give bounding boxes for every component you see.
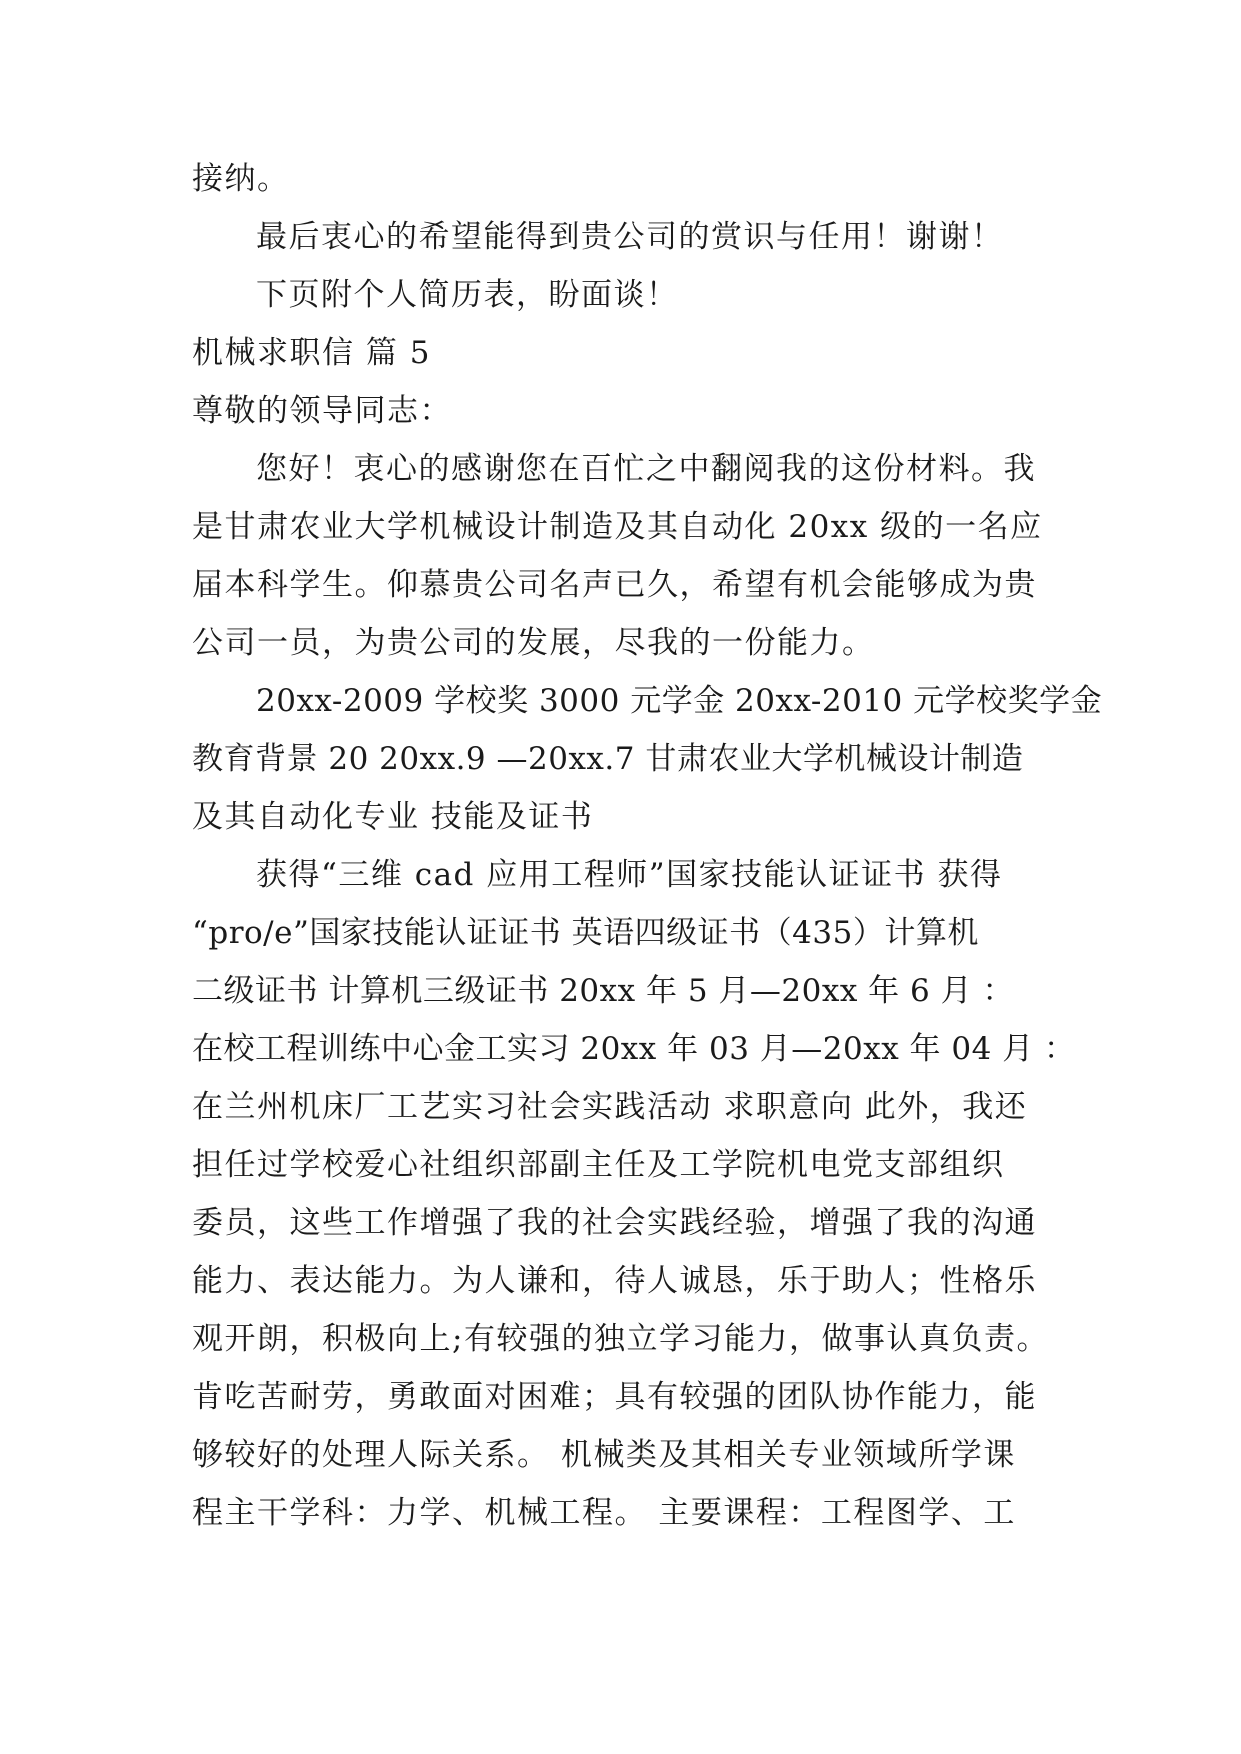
text-line: 担任过学校爱心社组织部副主任及工学院机电党支部组织 [192, 1147, 1005, 1183]
text-line: 教育背景 20 20xx.9 —20xx.7 甘肃农业大学机械设计制造 [192, 741, 1024, 777]
text-line: 下页附个人简历表，盼面谈！ [256, 277, 679, 313]
text-line: “pro/e”国家技能认证证书 英语四级证书（435）计算机 [192, 915, 979, 951]
text-line: 届本科学生。仰慕贵公司名声已久，希望有机会能够成为贵 [192, 567, 1037, 603]
text-line: 在校工程训练中心金工实习 20xx 年 03 月—20xx 年 04 月 ： [192, 1031, 1076, 1067]
text-line: 您好！衷心的感谢您在百忙之中翻阅我的这份材料。我 [256, 451, 1036, 487]
text-line: 二级证书 计算机三级证书 20xx 年 5 月—20xx 年 6 月 ： [192, 973, 1014, 1009]
text-line: 是甘肃农业大学机械设计制造及其自动化 20xx 级的一名应 [192, 509, 1043, 545]
text-line: 肯吃苦耐劳，勇敢面对困难；具有较强的团队协作能力，能 [192, 1379, 1037, 1415]
document-page [192, 150, 1103, 1542]
text-line: 能力、表达能力。为人谦和，待人诚恳，乐于助人；性格乐 [192, 1263, 1037, 1299]
text-line: 观开朗，积极向上;有较强的独立学习能力，做事认真负责。 [192, 1321, 1049, 1357]
text-line: 获得“三维 cad 应用工程师”国家技能认证证书 获得 [256, 857, 1003, 893]
salutation: 尊敬的领导同志： [192, 393, 452, 429]
text-line: 程主干学科：力学、机械工程。 主要课程：工程图学、工 [192, 1495, 1016, 1531]
text-line: 接纳。 [192, 161, 290, 197]
text-line: 20xx-2009 学校奖 3000 元学金 20xx-2010 元学校奖学金 [256, 683, 1103, 719]
section-heading: 机械求职信 篇 5 [192, 335, 431, 371]
text-line: 最后衷心的希望能得到贵公司的赏识与任用！谢谢！ [256, 219, 1004, 255]
text-line: 够较好的处理人际关系。 机械类及其相关专业领域所学课 [192, 1437, 1016, 1473]
text-line: 及其自动化专业 技能及证书 [192, 799, 594, 835]
text-line: 在兰州机床厂工艺实习社会实践活动 求职意向 此外，我还 [192, 1089, 1028, 1125]
text-line: 委员，这些工作增强了我的社会实践经验，增强了我的沟通 [192, 1205, 1037, 1241]
text-line: 公司一员，为贵公司的发展，尽我的一份能力。 [192, 625, 875, 661]
